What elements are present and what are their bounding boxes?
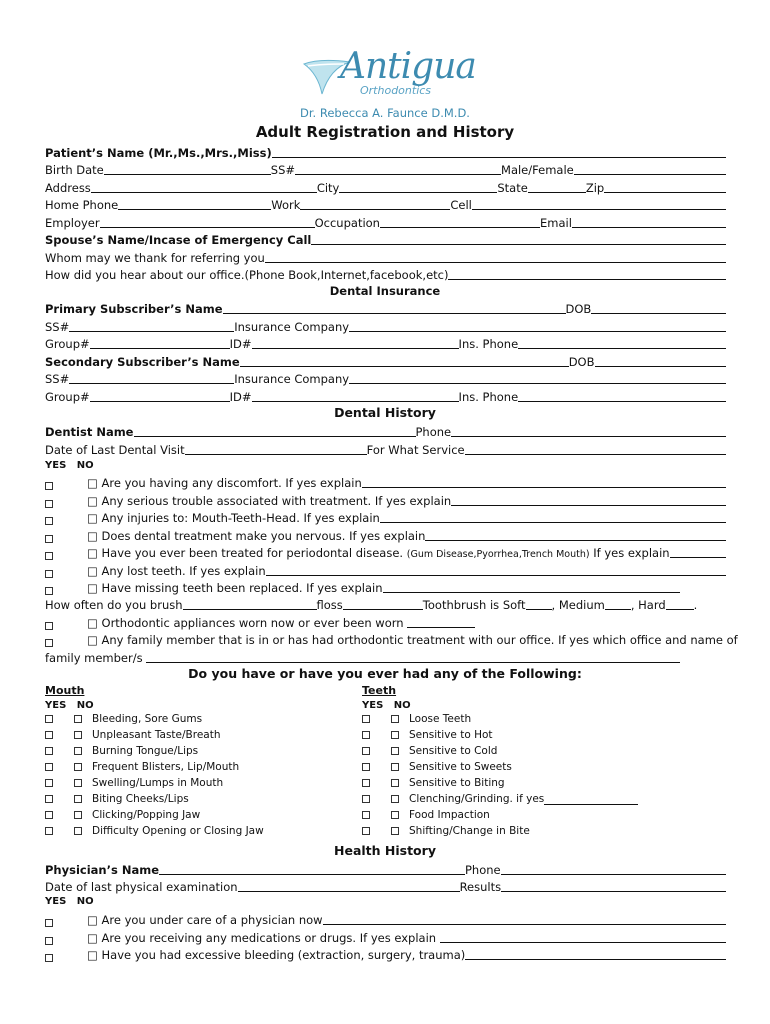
secondary-dob-label: DOB (568, 355, 595, 369)
teeth-item-label: Sensitive to Cold (409, 745, 498, 757)
email-field[interactable] (572, 215, 726, 228)
zip-label: Zip (585, 181, 605, 195)
question-text: □ Are you receiving any medications or drugs. If yes explain (87, 931, 437, 945)
employer-label: Employer (45, 216, 100, 230)
yes-checkbox[interactable] (45, 517, 53, 525)
period-label: . (693, 598, 698, 612)
birth-date-field[interactable] (104, 162, 271, 175)
question-text: □ Does dental treatment make you nervous. If yes explain (87, 529, 426, 543)
question-family (45, 630, 738, 647)
patient-name-label: Patient’s Name (Mr.,Ms.,Mrs.,Miss) (45, 146, 272, 160)
secondary-ss-field[interactable] (69, 371, 234, 384)
question-appliances (45, 613, 475, 630)
primary-subscriber-label: Primary Subscriber’s Name (45, 302, 223, 316)
secondary-company-label: Insurance Company (234, 372, 350, 386)
service-label: For What Service (366, 443, 465, 457)
teeth-item-label: Clenching/Grinding. if yes (409, 793, 545, 805)
primary-ss-field[interactable] (69, 319, 234, 332)
spouse-label: Spouse’s Name/Incase of Emergency Call (45, 233, 312, 247)
mouth-item (45, 775, 345, 791)
floss-label: floss (316, 598, 343, 612)
logo-name: Antigua (340, 46, 476, 87)
teeth-item-label: Sensitive to Hot (409, 729, 493, 741)
yes-checkbox[interactable] (45, 763, 53, 771)
mouth-column (45, 684, 345, 839)
teeth-item (362, 775, 722, 791)
explain-field[interactable] (670, 545, 726, 558)
no-checkbox[interactable] (74, 763, 82, 771)
mouth-item (45, 727, 345, 743)
secondary-id-field[interactable] (252, 389, 459, 402)
brush-field[interactable] (183, 597, 317, 610)
teeth-column (362, 684, 722, 839)
city-label: City (316, 181, 340, 195)
exam-field[interactable] (238, 879, 460, 892)
mouth-item-label: Difficulty Opening or Closing Jaw (92, 825, 264, 837)
secondary-group-field[interactable] (90, 389, 230, 402)
no-checkbox[interactable] (74, 795, 82, 803)
dentist-name-field[interactable] (134, 424, 416, 437)
teeth-item (362, 743, 722, 759)
practice-logo (300, 46, 476, 106)
dental-yes-no-header (45, 460, 94, 471)
question-text: □ Any injuries to: Mouth-Teeth-Head. If yes explain (87, 511, 380, 525)
family-member-row (45, 648, 680, 665)
question-missing-teeth (45, 578, 680, 595)
teeth-list (362, 711, 722, 839)
phone-row (45, 195, 726, 212)
primary-dob-field[interactable] (591, 301, 726, 314)
secondary-ins-phone-label: Ins. Phone (458, 390, 519, 404)
yes-checkbox[interactable] (45, 482, 53, 490)
primary-id-label: ID# (229, 337, 252, 351)
form-title: Adult Registration and History (255, 123, 515, 141)
work-field[interactable] (300, 197, 450, 210)
results-label: Results (459, 880, 502, 894)
mouth-yes-no (45, 700, 345, 711)
teeth-item (362, 759, 722, 775)
question-trouble (45, 491, 726, 508)
no-label: NO (393, 700, 411, 711)
family-member-label: family member/s (45, 651, 143, 665)
referral-label: Whom may we thank for referring you (45, 251, 265, 265)
mouth-item-label: Frequent Blisters, Lip/Mouth (92, 761, 240, 773)
exam-label: Date of last physical examination (45, 880, 238, 894)
yes-checkbox[interactable] (362, 747, 370, 755)
doctor-name: Dr. Rebecca A. Faunce D.M.D. (300, 106, 470, 120)
employer-field[interactable] (100, 215, 315, 228)
secondary-row (45, 352, 726, 369)
secondary-company-field[interactable] (349, 371, 726, 384)
teeth-item (362, 807, 722, 823)
mouth-item (45, 743, 345, 759)
city-field[interactable] (339, 180, 497, 193)
yes-checkbox[interactable] (45, 500, 53, 508)
patient-name-field[interactable] (272, 145, 726, 158)
mouth-item (45, 807, 345, 823)
no-checkbox[interactable] (391, 811, 399, 819)
occupation-label: Occupation (314, 216, 380, 230)
question-lost-teeth (45, 561, 726, 578)
primary-ins-phone-label: Ins. Phone (458, 337, 519, 351)
yes-label: YES (45, 460, 67, 471)
explain-field[interactable] (465, 947, 726, 960)
teeth-yes-no (362, 700, 722, 711)
email-label: Email (539, 216, 572, 230)
question-text: □ Orthodontic appliances worn now or ever been worn (87, 616, 404, 630)
yes-checkbox[interactable] (45, 779, 53, 787)
explain-field[interactable] (383, 580, 680, 593)
primary-id-field[interactable] (252, 336, 459, 349)
dental-history-heading: Dental History (334, 405, 436, 420)
patient-name-row (45, 143, 726, 160)
yes-checkbox[interactable] (45, 795, 53, 803)
explain-field[interactable] (266, 563, 726, 576)
yes-checkbox[interactable] (45, 587, 53, 595)
state-label: State (497, 181, 528, 195)
question-text: □ Have you had excessive bleeding (extraction, surgery, trauma) (87, 948, 466, 962)
teeth-item (362, 791, 722, 807)
yes-checkbox[interactable] (362, 811, 370, 819)
physician-phone-field[interactable] (501, 862, 726, 875)
mouth-item (45, 711, 345, 727)
secondary-id-label: ID# (229, 390, 252, 404)
physician-name-field[interactable] (159, 862, 465, 875)
secondary-subscriber-label: Secondary Subscriber’s Name (45, 355, 240, 369)
work-label: Work (271, 198, 301, 212)
referral-field[interactable] (265, 250, 726, 263)
teeth-item-label: Shifting/Change in Bite (409, 825, 530, 837)
occupation-field[interactable] (380, 215, 540, 228)
mouth-item-label: Clicking/Popping Jaw (92, 809, 201, 821)
spouse-field[interactable] (311, 232, 726, 245)
referral-row (45, 248, 726, 265)
physician-name-label: Physician’s Name (45, 863, 159, 877)
no-checkbox[interactable] (74, 731, 82, 739)
teeth-item (362, 727, 722, 743)
mouth-item-label: Biting Cheeks/Lips (92, 793, 189, 805)
mouth-item (45, 823, 345, 839)
yes-checkbox[interactable] (45, 747, 53, 755)
primary-ss-row (45, 317, 726, 334)
no-checkbox[interactable] (74, 811, 82, 819)
primary-dob-label: DOB (565, 302, 592, 316)
mouth-heading: Mouth (45, 684, 85, 697)
yes-checkbox[interactable] (45, 827, 53, 835)
no-checkbox[interactable] (391, 779, 399, 787)
no-checkbox[interactable] (391, 827, 399, 835)
question-nervous (45, 526, 726, 543)
primary-group-field[interactable] (90, 336, 230, 349)
yes-checkbox[interactable] (45, 937, 53, 945)
hear-row (45, 265, 726, 282)
yes-checkbox[interactable] (45, 954, 53, 962)
birth-row (45, 160, 726, 177)
last-visit-label: Date of Last Dental Visit (45, 443, 185, 457)
primary-row (45, 299, 726, 316)
teeth-item-label: Sensitive to Biting (409, 777, 505, 789)
mouth-item-label: Unpleasant Taste/Breath (92, 729, 221, 741)
yes-label: YES (362, 700, 384, 711)
sex-label: Male/Female (501, 163, 574, 177)
yes-checkbox[interactable] (45, 535, 53, 543)
toothbrush-soft-label: Toothbrush is Soft (422, 598, 526, 612)
family-member-field[interactable] (146, 650, 680, 663)
yes-checkbox[interactable] (362, 731, 370, 739)
no-label: NO (76, 700, 94, 711)
explain-field[interactable] (451, 493, 726, 506)
dentist-name-label: Dentist Name (45, 425, 134, 439)
health-history-heading: Health History (334, 843, 436, 858)
dentist-row (45, 422, 726, 439)
dentist-phone-label: Phone (415, 425, 452, 439)
question-periodontal (45, 543, 726, 560)
state-field[interactable] (528, 180, 586, 193)
following-heading: Do you have or have you ever had any of the Following: (188, 666, 582, 681)
cell-label: Cell (450, 198, 472, 212)
yes-checkbox[interactable] (362, 795, 370, 803)
birth-date-label: Birth Date (45, 163, 104, 177)
sex-field[interactable] (574, 162, 726, 175)
question-text: □ Any serious trouble associated with treatment. If yes explain (87, 494, 452, 508)
physician-phone-label: Phone (465, 863, 501, 877)
hear-label: How did you hear about our office.(Phone Book,Internet,facebook,etc) (45, 268, 449, 282)
secondary-ss-row (45, 369, 726, 386)
hard-label: , Hard (630, 598, 666, 612)
yes-checkbox[interactable] (45, 715, 53, 723)
last-visit-row (45, 440, 726, 457)
primary-group-row (45, 334, 726, 351)
no-checkbox[interactable] (391, 763, 399, 771)
explain-field[interactable] (407, 615, 475, 628)
results-field[interactable] (501, 879, 726, 892)
teeth-heading: Teeth (362, 684, 397, 697)
yes-checkbox[interactable] (362, 827, 370, 835)
secondary-group-label: Group# (45, 390, 90, 404)
question-note: (Gum Disease,Pyorrhea,Trench Mouth) (406, 549, 590, 560)
primary-ss-label: SS# (45, 320, 70, 334)
physician-row (45, 860, 726, 877)
logo-subtitle: Orthodontics (360, 84, 432, 97)
explain-field[interactable] (362, 475, 726, 488)
question-bleeding (45, 945, 726, 962)
health-yes-no-header (45, 896, 94, 907)
yes-checkbox[interactable] (45, 919, 53, 927)
hard-field[interactable] (666, 597, 694, 610)
no-label: NO (76, 460, 94, 471)
home-phone-label: Home Phone (45, 198, 119, 212)
yes-checkbox[interactable] (45, 622, 53, 630)
yes-checkbox[interactable] (45, 811, 53, 819)
spouse-row (45, 230, 726, 247)
question-text: □ Have you ever been treated for periodontal disease. (87, 546, 404, 560)
no-checkbox[interactable] (74, 779, 82, 787)
no-checkbox[interactable] (74, 715, 82, 723)
teeth-item (362, 711, 722, 727)
address-row (45, 178, 726, 195)
ss-field[interactable] (295, 162, 501, 175)
floss-field[interactable] (343, 597, 423, 610)
mouth-item (45, 791, 345, 807)
yes-checkbox[interactable] (362, 715, 370, 723)
exam-row (45, 877, 726, 894)
no-label: NO (76, 896, 94, 907)
clenching-explain-field[interactable] (544, 794, 638, 805)
teeth-item-label: Loose Teeth (409, 713, 472, 725)
question-text: □ Are you under care of a physician now (87, 913, 323, 927)
zip-field[interactable] (604, 180, 726, 193)
medium-field[interactable] (605, 597, 631, 610)
secondary-ins-phone-field[interactable] (518, 389, 726, 402)
no-checkbox[interactable] (74, 747, 82, 755)
teeth-item (362, 823, 722, 839)
yes-label: YES (45, 700, 67, 711)
yes-checkbox[interactable] (45, 552, 53, 560)
brush-label: How often do you brush (45, 598, 183, 612)
primary-subscriber-field[interactable] (223, 301, 566, 314)
yes-label: YES (45, 896, 67, 907)
primary-company-label: Insurance Company (234, 320, 350, 334)
explain-field[interactable] (440, 930, 726, 943)
explain-field[interactable] (425, 528, 726, 541)
hear-field[interactable] (448, 267, 726, 280)
brush-row (45, 595, 726, 612)
employer-row (45, 213, 726, 230)
explain-field[interactable] (323, 912, 726, 925)
teeth-item-label: Sensitive to Sweets (409, 761, 512, 773)
service-field[interactable] (465, 442, 726, 455)
question-text: □ Have missing teeth been replaced. If yes explain (87, 581, 383, 595)
question-medications (45, 928, 726, 945)
yes-checkbox[interactable] (362, 763, 370, 771)
primary-company-field[interactable] (349, 319, 726, 332)
secondary-subscriber-field[interactable] (240, 354, 569, 367)
primary-ins-phone-field[interactable] (518, 336, 726, 349)
mouth-item-label: Burning Tongue/Lips (92, 745, 199, 757)
medium-label: , Medium (551, 598, 605, 612)
mouth-item-label: Bleeding, Sore Gums (92, 713, 203, 725)
question-text: □ Are you having any discomfort. If yes explain (87, 476, 362, 490)
insurance-heading: Dental Insurance (329, 284, 441, 298)
primary-group-label: Group# (45, 337, 90, 351)
soft-field[interactable] (526, 597, 552, 610)
no-checkbox[interactable] (391, 795, 399, 803)
no-checkbox[interactable] (391, 747, 399, 755)
cell-field[interactable] (472, 197, 726, 210)
question-text: □ Any lost teeth. If yes explain (87, 564, 266, 578)
home-phone-field[interactable] (118, 197, 271, 210)
question-discomfort (45, 473, 726, 490)
question-text: □ Any family member that is in or has had orthodontic treatment with our office. If yes which office and name of (87, 633, 738, 647)
no-checkbox[interactable] (391, 731, 399, 739)
no-checkbox[interactable] (391, 715, 399, 723)
teeth-item-label: Food Impaction (409, 809, 490, 821)
yes-checkbox[interactable] (45, 639, 53, 647)
mouth-item-label: Swelling/Lumps in Mouth (92, 777, 224, 789)
question-explain-label: If yes explain (593, 546, 670, 560)
secondary-ss-label: SS# (45, 372, 70, 386)
address-label: Address (45, 181, 91, 195)
address-field[interactable] (91, 180, 317, 193)
dentist-phone-field[interactable] (451, 424, 726, 437)
explain-field[interactable] (380, 510, 726, 523)
question-physician-care (45, 910, 726, 927)
mouth-list (45, 711, 345, 839)
mouth-item (45, 759, 345, 775)
no-checkbox[interactable] (74, 827, 82, 835)
secondary-dob-field[interactable] (595, 354, 727, 367)
yes-checkbox[interactable] (362, 779, 370, 787)
last-visit-field[interactable] (185, 442, 367, 455)
yes-checkbox[interactable] (45, 731, 53, 739)
ss-label: SS# (270, 163, 296, 177)
question-injuries (45, 508, 726, 525)
yes-checkbox[interactable] (45, 570, 53, 578)
secondary-group-row (45, 387, 726, 404)
